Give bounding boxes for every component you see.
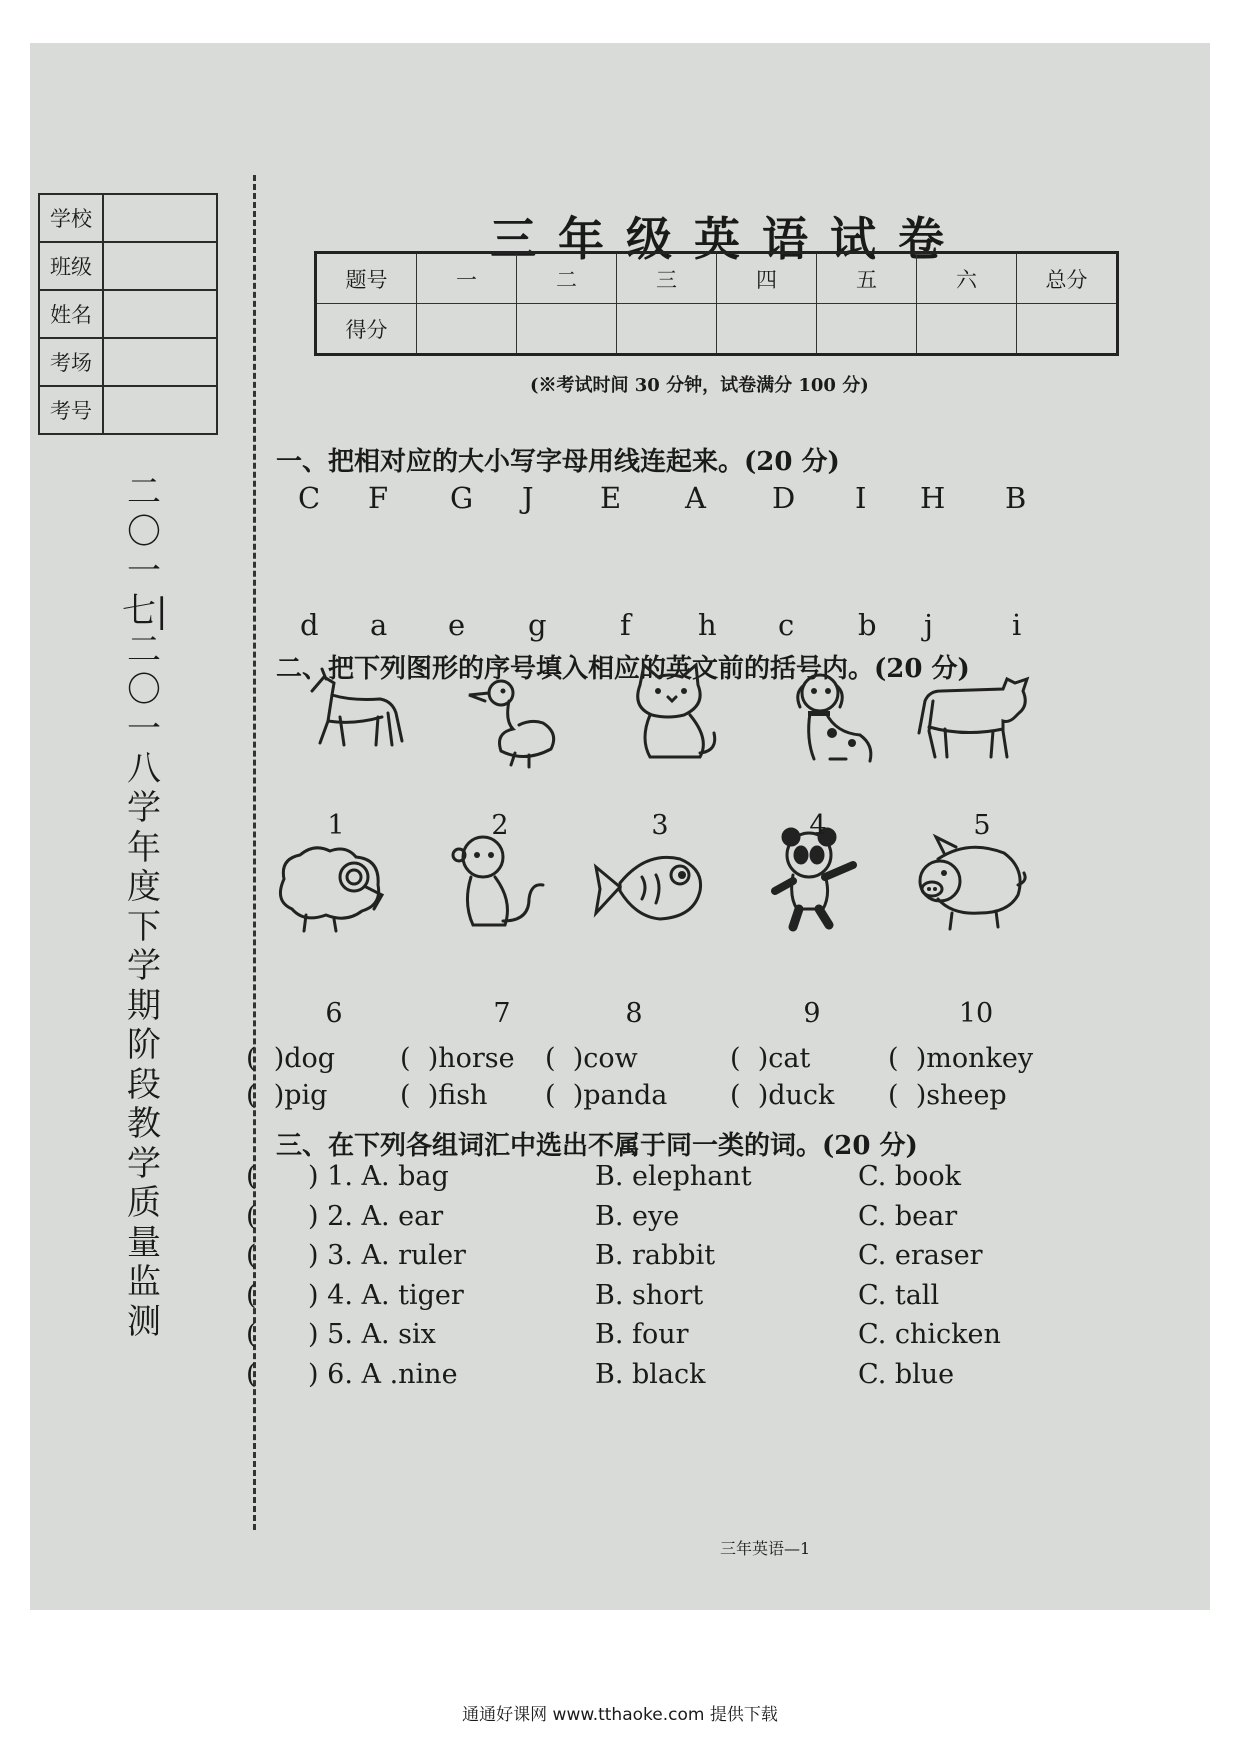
- animal-answer-item[interactable]: ( )sheep: [888, 1080, 1007, 1111]
- score-header-cell: 题号: [316, 253, 417, 304]
- choice-option-c: C. chicken: [858, 1319, 1001, 1350]
- uppercase-letter[interactable]: I: [855, 481, 867, 515]
- score-table: [314, 251, 1119, 356]
- score-cell[interactable]: [1017, 304, 1118, 355]
- picture-number: 2: [491, 810, 509, 841]
- score-header-cell: 三: [617, 253, 717, 304]
- choice-option-b: B. short: [595, 1279, 704, 1311]
- choice-option-b: B. black: [595, 1358, 706, 1390]
- animal-answer-item[interactable]: ( )panda: [545, 1080, 668, 1111]
- lowercase-letter[interactable]: f: [620, 608, 631, 642]
- duck-icon: [455, 663, 575, 773]
- lowercase-letter[interactable]: h: [698, 608, 717, 642]
- uppercase-letter[interactable]: F: [368, 481, 389, 515]
- picture-number: 3: [651, 810, 669, 841]
- uppercase-letter[interactable]: E: [600, 481, 622, 515]
- uppercase-letter[interactable]: H: [920, 481, 946, 515]
- sheep-icon: [270, 831, 390, 941]
- uppercase-letter[interactable]: D: [772, 481, 796, 515]
- choice-option-b: B. elephant: [595, 1161, 752, 1192]
- exam-note: (※考试时间 30 分钟，试卷满分 100 分): [530, 375, 869, 396]
- exam-no-field[interactable]: [103, 386, 217, 434]
- picture-number: 10: [958, 998, 994, 1029]
- animal-answer-item[interactable]: ( )horse: [400, 1043, 515, 1074]
- info-label-room: 考场: [39, 338, 103, 386]
- student-info-table: [38, 193, 218, 435]
- choice-option-c: C. book: [858, 1161, 962, 1192]
- choice-option-a[interactable]: ( ) 5. A. six: [246, 1319, 436, 1350]
- picture-number: 6: [325, 998, 343, 1029]
- animal-answer-item[interactable]: ( )dog: [246, 1043, 336, 1074]
- animal-answer-item[interactable]: ( )monkey: [888, 1043, 1034, 1074]
- choice-option-a[interactable]: ( ) 2. A. ear: [246, 1200, 444, 1232]
- choice-option-c: C. blue: [858, 1358, 955, 1390]
- picture-number: 5: [973, 810, 991, 841]
- choice-option-a[interactable]: ( ) 6. A .nine: [246, 1358, 458, 1390]
- score-header-cell: 二: [517, 253, 617, 304]
- score-cell[interactable]: [917, 304, 1017, 355]
- picture-number: 9: [803, 998, 821, 1029]
- lowercase-letter[interactable]: e: [448, 608, 466, 642]
- choice-option-c: C. tall: [858, 1279, 940, 1311]
- score-header-cell: 一: [417, 253, 517, 304]
- section1-heading: 一、把相对应的大小写字母用线连起来。(20 分): [276, 447, 840, 477]
- choice-option-a[interactable]: ( ) 1. A. bag: [246, 1161, 449, 1192]
- score-cell[interactable]: [517, 304, 617, 355]
- cat-icon: [610, 659, 730, 769]
- uppercase-letter[interactable]: G: [450, 481, 474, 515]
- site-footer: 通通好课网 www.tthaoke.com 提供下载: [462, 1705, 778, 1725]
- fish-icon: [590, 829, 710, 939]
- info-label-exam-no: 考号: [39, 386, 103, 434]
- picture-number: 7: [493, 998, 511, 1029]
- animal-answer-item[interactable]: ( )cat: [730, 1043, 811, 1074]
- animal-answer-item[interactable]: ( )duck: [730, 1080, 835, 1111]
- picture-number: 4: [809, 810, 827, 841]
- monkey-icon: [433, 829, 553, 939]
- score-header-cell: 五: [817, 253, 917, 304]
- choice-option-b: B. rabbit: [595, 1240, 716, 1271]
- lowercase-letter[interactable]: c: [778, 608, 795, 642]
- picture-number: 8: [625, 998, 643, 1029]
- panda-icon: [753, 825, 873, 935]
- page-number: 三年英语—1: [720, 1539, 811, 1558]
- dog-icon: [770, 663, 890, 773]
- lowercase-letter[interactable]: d: [300, 608, 319, 642]
- picture-number: 1: [327, 810, 345, 841]
- score-cell[interactable]: [617, 304, 717, 355]
- score-row-label: 得分: [316, 304, 417, 355]
- cow-icon: [915, 661, 1035, 771]
- score-header-cell: 四: [717, 253, 817, 304]
- choice-option-b: B. four: [595, 1319, 689, 1350]
- name-field[interactable]: [103, 290, 217, 338]
- score-cell[interactable]: [417, 304, 517, 355]
- info-label-school: 学校: [39, 194, 103, 242]
- lowercase-letter[interactable]: a: [370, 608, 388, 642]
- room-field[interactable]: [103, 338, 217, 386]
- class-field[interactable]: [103, 242, 217, 290]
- animal-answer-item[interactable]: ( )cow: [545, 1043, 638, 1074]
- choice-option-a[interactable]: ( ) 4. A. tiger: [246, 1279, 464, 1311]
- section2-heading: 二、把下列图形的序号填入相应的英文前的括号内。(20 分): [276, 654, 970, 684]
- lowercase-letter[interactable]: g: [528, 608, 547, 642]
- exam-sheet: [30, 43, 1210, 1610]
- score-header-cell: 总分: [1017, 253, 1118, 304]
- uppercase-letter[interactable]: J: [522, 481, 534, 515]
- lowercase-letter[interactable]: b: [858, 608, 877, 642]
- section3-heading: 三、在下列各组词汇中选出不属于同一类的词。(20 分): [276, 1131, 918, 1161]
- choice-option-c: C. bear: [858, 1200, 958, 1232]
- info-label-class: 班级: [39, 242, 103, 290]
- school-field[interactable]: [103, 194, 217, 242]
- animal-answer-item[interactable]: ( )fish: [400, 1080, 488, 1111]
- info-label-name: 姓名: [39, 290, 103, 338]
- lowercase-letter[interactable]: j: [924, 608, 933, 642]
- page-title: 三年级英语试卷: [490, 212, 966, 266]
- choice-option-b: B. eye: [595, 1200, 680, 1232]
- pig-icon: [908, 829, 1028, 939]
- uppercase-letter[interactable]: C: [298, 481, 321, 515]
- horse-icon: [292, 661, 412, 771]
- uppercase-letter[interactable]: B: [1005, 481, 1027, 515]
- animal-answer-item[interactable]: ( )pig: [246, 1080, 328, 1111]
- score-header-cell: 六: [917, 253, 1017, 304]
- lowercase-letter[interactable]: i: [1012, 608, 1022, 642]
- uppercase-letter[interactable]: A: [685, 481, 706, 515]
- choice-option-a[interactable]: ( ) 3. A. ruler: [246, 1240, 466, 1271]
- vertical-exam-title: 二〇一七|二〇一八学年度下学期阶段教学质量监测: [122, 472, 168, 1342]
- score-cell[interactable]: [717, 304, 817, 355]
- score-cell[interactable]: [817, 304, 917, 355]
- choice-option-c: C. eraser: [858, 1240, 983, 1271]
